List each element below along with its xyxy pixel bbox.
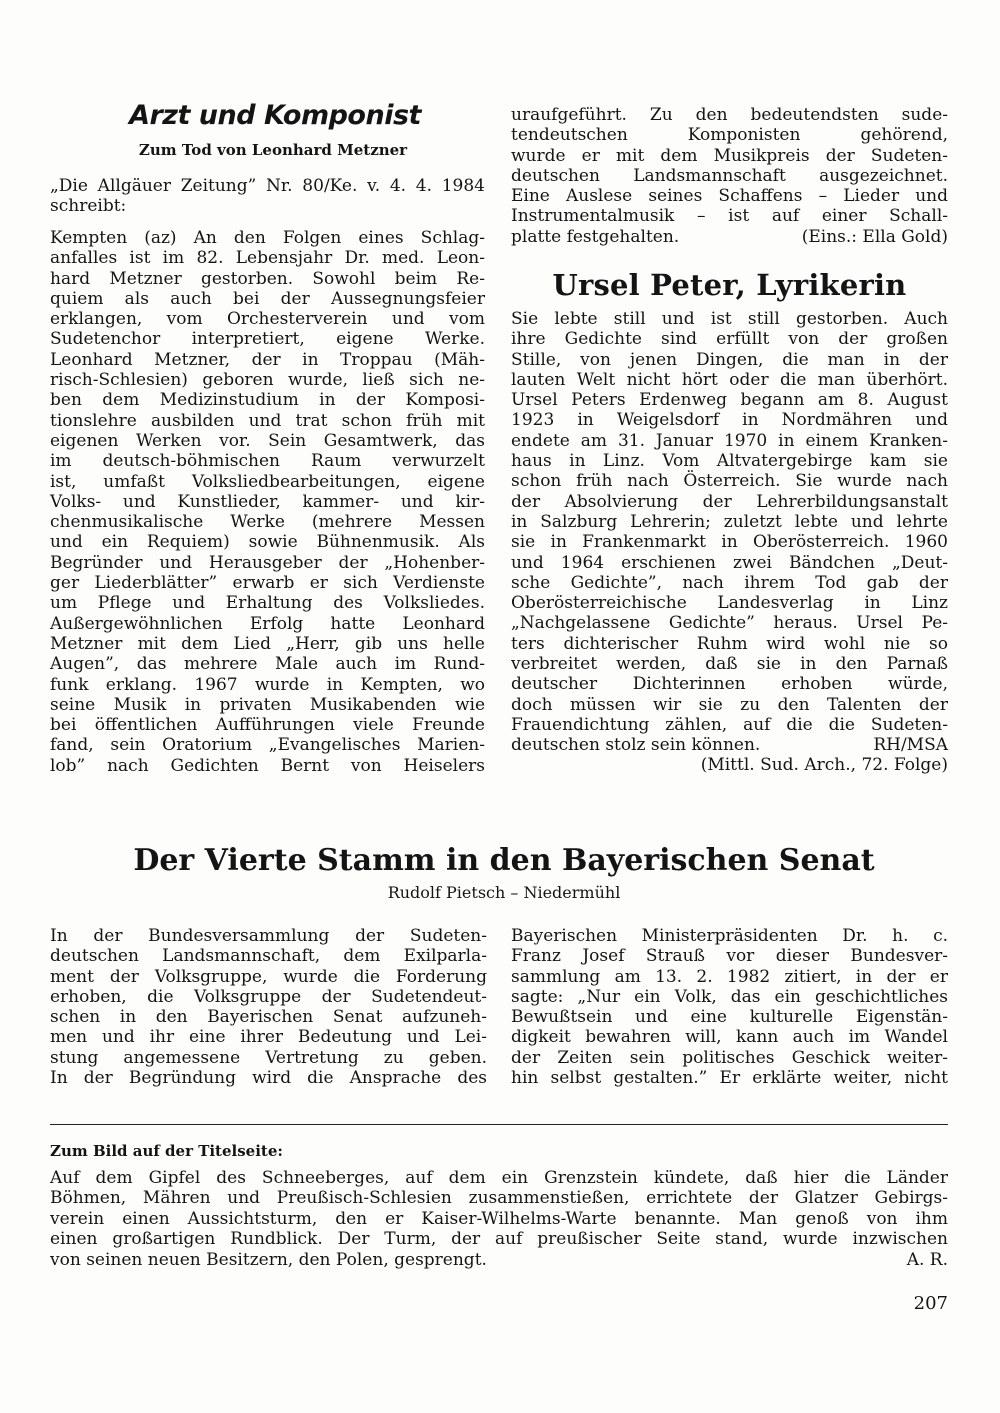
caption-initials: A. R. xyxy=(906,1250,948,1270)
article1-title: Arzt und Komponist xyxy=(129,100,421,131)
text-line: men und ihr eine ihrer Bedeutung und Lei- xyxy=(50,1027,487,1048)
text-line: ment der Volksgruppe, wurde die Forderung xyxy=(50,966,487,987)
article1-credit: (Eins.: Ella Gold) xyxy=(801,227,948,247)
text-line: tendeutschen Komponisten gehörend, xyxy=(511,125,948,146)
article2-source: (Mittl. Sud. Arch., 72. Folge) xyxy=(700,755,948,776)
text-line: verein einen Aussichtsturm, den er Kaiser-Wilhelms-Warte benannte. Man genoß von ihm xyxy=(50,1208,948,1229)
text-line: Böhmen, Mähren und Preußisch-Schlesien zusammenstießen, errichtete der Glatzer Gebirgs- xyxy=(50,1188,948,1209)
text-line: Franz Josef Strauß vor dieser Bundesver- xyxy=(511,946,948,967)
text-line: sammlung am 13. 2. 1982 zitiert, in der er xyxy=(511,966,948,987)
text-line: und 1964 erschienen zwei Bändchen „Deut- xyxy=(511,552,948,573)
text-line: doch müssen wir sie zu den Talenten der xyxy=(511,694,948,715)
text-line: einen großartigen Rundblick. Der Turm, der auf preußischer Seite stand, wurde inzwischen xyxy=(50,1228,948,1249)
text-line: um Pflege und Erhaltung des Volksliedes. xyxy=(50,593,485,614)
text-line: deutschen Landsmannschaft ausgezeichnet. xyxy=(511,165,948,186)
article1-subtitle: Zum Tod von Leonhard Metzner xyxy=(138,141,408,159)
text-line: Sie lebte still und ist still gestorben. Auch xyxy=(511,309,948,329)
text-line: schen in den Bayerischen Senat aufzuneh- xyxy=(50,1007,487,1028)
text-line: der Absolvierung der Lehrerbildungsanstalt xyxy=(511,491,948,512)
text-line: deutscher Dichterinnen erhoben würde, xyxy=(511,674,948,695)
text-line: ist, umfaßt Volksliedbearbeitungen, eigene xyxy=(50,471,485,492)
text-line: risch-Schlesien) geboren wurde, ließ sich ne- xyxy=(50,370,485,391)
text-line: quiem als auch bei der Aussegnungsfeier xyxy=(50,288,485,309)
text-line: uraufgeführt. Zu den bedeutendsten sude- xyxy=(511,105,948,125)
text-line: „Nachgelassene Gedichte” heraus. Ursel Pe- xyxy=(511,613,948,634)
text-line: funk erklang. 1967 wurde in Kempten, wo xyxy=(50,674,485,695)
text-line: fand, sein Oratorium „Evangelisches Marien- xyxy=(50,735,485,756)
text-line: lauten Welt nicht hört oder die man überhört. xyxy=(511,369,948,390)
text-line: Bewußtsein und eine kulturelle Eigenstän- xyxy=(511,1007,948,1028)
article1-source xyxy=(50,176,485,217)
text-line: bei öffentlichen Aufführungen viele Freunde xyxy=(50,715,485,736)
caption-heading: Zum Bild auf der Titelseite: xyxy=(50,1142,283,1160)
source-line: schreibt: xyxy=(50,196,127,217)
text-line: Kempten (az) An den Folgen eines Schlag- xyxy=(50,228,485,248)
article2-initials: RH/MSA xyxy=(873,735,948,755)
text-line: ger Liederblätter” erwarb er sich Verdienste xyxy=(50,573,485,594)
text-line: Ursel Peters Erdenweg begann am 8. August xyxy=(511,390,948,411)
text-line: chenmusikalische Werke (mehrere Messen xyxy=(50,512,485,533)
article1-closing xyxy=(511,227,948,247)
text-line: haus in Linz. Vom Altvatergebirge kam sie xyxy=(511,451,948,472)
article3-byline: Rudolf Pietsch – Niedermühl xyxy=(387,883,621,902)
text-line: Auf dem Gipfel des Schneeberges, auf dem ein Grenzstein kündete, daß hier die Länder xyxy=(50,1168,948,1188)
text-line: hard Metzner gestorben. Sowohl beim Re- xyxy=(50,268,485,289)
text-line: und ein Requiem) sowie Bühnenmusik. Als xyxy=(50,532,485,553)
text-line: wurde er mit dem Musikpreis der Sudeten- xyxy=(511,145,948,166)
text-line: in Salzburg Lehrerin; zuletzt lebte und lehrte xyxy=(511,511,948,532)
text-line: digkeit bewahren will, kann auch im Wandel xyxy=(511,1027,948,1048)
text-line: Begründer und Herausgeber der „Hohenber- xyxy=(50,552,485,573)
text-line: im deutsch-böhmischen Raum verwurzelt xyxy=(50,451,485,472)
caption-body xyxy=(50,1168,948,1249)
text-line: Volks- und Kunstlieder, kammer- und kir- xyxy=(50,491,485,512)
text-line: Bayerischen Ministerpräsidenten Dr. h. c. xyxy=(511,926,948,946)
text-line: Augen”, das mehrere Male auch im Rund- xyxy=(50,654,485,675)
text-line: verbreitet werden, daß sie in den Parnaß xyxy=(511,654,948,675)
article2-closing xyxy=(511,735,948,776)
text-line: Stille, von jenen Dingen, die man in der xyxy=(511,349,948,370)
article2-body xyxy=(511,309,948,735)
article2-title: Ursel Peter, Lyrikerin xyxy=(552,268,907,302)
text-line: stung angemessene Vertretung zu geben. xyxy=(50,1047,487,1068)
article3-title: Der Vierte Stamm in den Bayerischen Senat xyxy=(133,843,875,878)
text-line: Instrumentalmusik – ist auf einer Schall- xyxy=(511,206,948,227)
text-line: anfalles ist im 82. Lebensjahr Dr. med. Leon- xyxy=(50,248,485,269)
text-line: Metzner mit dem Lied „Herr, gib uns helle xyxy=(50,633,485,654)
section-divider xyxy=(50,1124,948,1125)
source-line: „Die Allgäuer Zeitung” Nr. 80/Ke. v. 4. 4. 1984 xyxy=(50,176,485,196)
text-line: erklangen, vom Orchesterverein und vom xyxy=(50,309,485,330)
text-line: endete am 31. Januar 1970 in einem Kranken- xyxy=(511,430,948,451)
text-line: schon früh nach Österreich. Sie wurde nach xyxy=(511,471,948,492)
caption-last-line: von seinen neuen Besitzern, den Polen, gesprengt. xyxy=(50,1250,487,1270)
article3-column-1 xyxy=(50,926,487,1088)
text-line: der Zeiten sein politisches Geschick weiter- xyxy=(511,1047,948,1068)
article1-last-line: platte festgehalten. xyxy=(511,227,680,247)
text-line: Eine Auslese seines Schaffens – Lieder und xyxy=(511,186,948,207)
text-line: In der Bundesversammlung der Sudeten- xyxy=(50,926,487,946)
text-line: sche Gedichte”, nach ihrem Tod gab der xyxy=(511,572,948,593)
text-line: tionslehre ausbilden und trat schon früh mit xyxy=(50,410,485,431)
text-line: seine Musik in privaten Musikabenden wie xyxy=(50,694,485,715)
text-line: Oberösterreichische Landesverlag in Linz xyxy=(511,593,948,614)
text-line: ihre Gedichte sind erfüllt von der großen xyxy=(511,329,948,350)
text-line: Frauendichtung zählen, auf die die Sudeten- xyxy=(511,714,948,735)
page-number: 207 xyxy=(913,1293,948,1314)
caption-closing xyxy=(50,1250,948,1270)
text-line: deutschen Landsmannschaft, dem Exilparla- xyxy=(50,946,487,967)
text-line: erhoben, die Volksgruppe der Sudetendeut- xyxy=(50,986,487,1007)
text-line: eigenen Werken vor. Sein Gesamtwerk, das xyxy=(50,430,485,451)
text-line: 1923 in Weigelsdorf in Nordmähren und xyxy=(511,410,948,431)
text-line: sagte: „Nur ein Volk, das ein geschichtliches xyxy=(511,986,948,1007)
text-line: Sudetenchor interpretiert, eigene Werke. xyxy=(50,329,485,350)
text-line: Leonhard Metzner, der in Troppau (Mäh- xyxy=(50,349,485,370)
text-line: lob” nach Gedichten Bernt von Heiselers xyxy=(50,755,485,776)
text-line: sie in Frankenmarkt in Oberösterreich. 1960 xyxy=(511,532,948,553)
article1-column-2 xyxy=(511,105,948,227)
text-line: Außergewöhnlichen Erfolg hatte Leonhard xyxy=(50,613,485,634)
text-line: hin selbst gestalten.” Er erklärte weiter, nicht xyxy=(511,1068,948,1089)
article3-column-2 xyxy=(511,926,948,1088)
article1-column-1 xyxy=(50,228,485,776)
text-line: In der Begründung wird die Ansprache des xyxy=(50,1068,487,1089)
text-line: ben dem Medizinstudium in der Komposi- xyxy=(50,390,485,411)
text-line: ters dichterischer Ruhm wird wohl nie so xyxy=(511,633,948,654)
article2-last-line: deutschen stolz sein können. xyxy=(511,735,761,755)
